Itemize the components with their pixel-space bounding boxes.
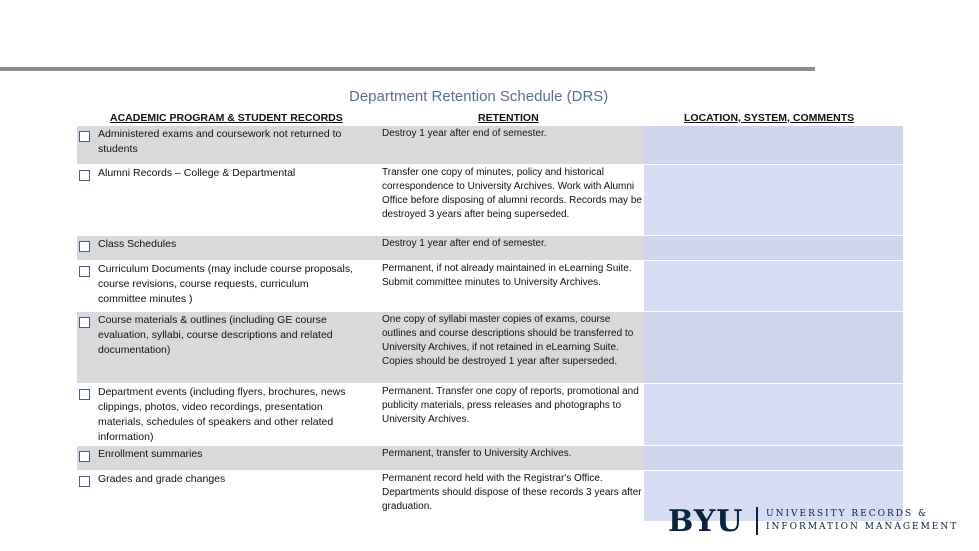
checkbox[interactable] — [79, 476, 90, 487]
header-location: LOCATION, SYSTEM, COMMENTS — [684, 112, 855, 124]
logo-mark: BYU — [668, 504, 744, 539]
record-cell: Enrollment summaries — [98, 448, 203, 460]
location-cell[interactable] — [644, 384, 903, 445]
record-cell: Department events (including flyers, brochures, news clippings, photos, video recordings, presentation materials, schedules of speakers and other related information) — [98, 386, 346, 443]
retention-table — [77, 126, 903, 522]
table-row — [77, 165, 903, 236]
page-title: Department Retention Schedule (DRS) — [349, 88, 609, 105]
table-row — [77, 261, 903, 312]
checkbox[interactable] — [79, 266, 90, 277]
retention-cell: Transfer one copy of minutes, policy and historical correspondence to University Archives. Work with Alumni Office before disposing of alumni records. Records may be destroyed 3 years after being superseded. — [382, 167, 642, 220]
checkbox[interactable] — [79, 241, 90, 252]
record-cell: Alumni Records – College & Departmental — [98, 167, 296, 179]
retention-cell: Permanent. Transfer one copy of reports, promotional and publicity materials, press releases and photographs to University Archives. — [382, 386, 639, 425]
retention-cell: Permanent record held with the Registrar's Office. Departments should dispose of these records 3 years after graduation. — [382, 473, 642, 512]
record-cell: Grades and grade changes — [98, 473, 226, 485]
location-cell[interactable] — [644, 165, 903, 235]
table-row — [77, 312, 903, 384]
top-rule — [0, 67, 815, 71]
checkbox[interactable] — [79, 389, 90, 400]
location-cell[interactable] — [644, 312, 903, 383]
retention-cell: Permanent, transfer to University Archives. — [382, 448, 572, 459]
location-cell[interactable] — [644, 236, 903, 260]
retention-cell: Destroy 1 year after end of semester. — [382, 128, 547, 139]
location-cell[interactable] — [644, 261, 903, 311]
table-row — [77, 236, 903, 261]
location-cell[interactable] — [644, 446, 903, 470]
checkbox[interactable] — [79, 131, 90, 142]
record-cell: Curriculum Documents (may include course proposals, course revisions, course requests, curriculum committee minutes ) — [98, 263, 354, 305]
retention-cell: One copy of syllabi master copies of exams, course outlines and course descriptions should be transferred to University Archives, if not retained in eLearning Suite. Copies should be destroyed 1 year after superseded. — [382, 314, 634, 367]
checkbox[interactable] — [79, 451, 90, 462]
record-cell: Administered exams and coursework not returned to students — [98, 128, 342, 155]
retention-cell: Destroy 1 year after end of semester. — [382, 238, 547, 249]
table-row — [77, 126, 903, 165]
table-row — [77, 446, 903, 471]
logo-line-2: INFORMATION MANAGEMENT — [766, 522, 959, 532]
logo-line-1: UNIVERSITY RECORDS & — [766, 509, 929, 519]
logo-divider — [756, 507, 758, 535]
header-records: ACADEMIC PROGRAM & STUDENT RECORDS — [110, 112, 343, 124]
location-cell[interactable] — [644, 126, 903, 164]
checkbox[interactable] — [79, 170, 90, 181]
checkbox[interactable] — [79, 317, 90, 328]
record-cell: Class Schedules — [98, 238, 177, 250]
header-retention: RETENTION — [478, 112, 539, 124]
record-cell: Course materials & outlines (including GE course evaluation, syllabi, course descriptions and related documentation) — [98, 314, 333, 356]
retention-cell: Permanent, if not already maintained in eLearning Suite. Submit committee minutes to University Archives. — [382, 263, 632, 288]
table-row — [77, 384, 903, 446]
